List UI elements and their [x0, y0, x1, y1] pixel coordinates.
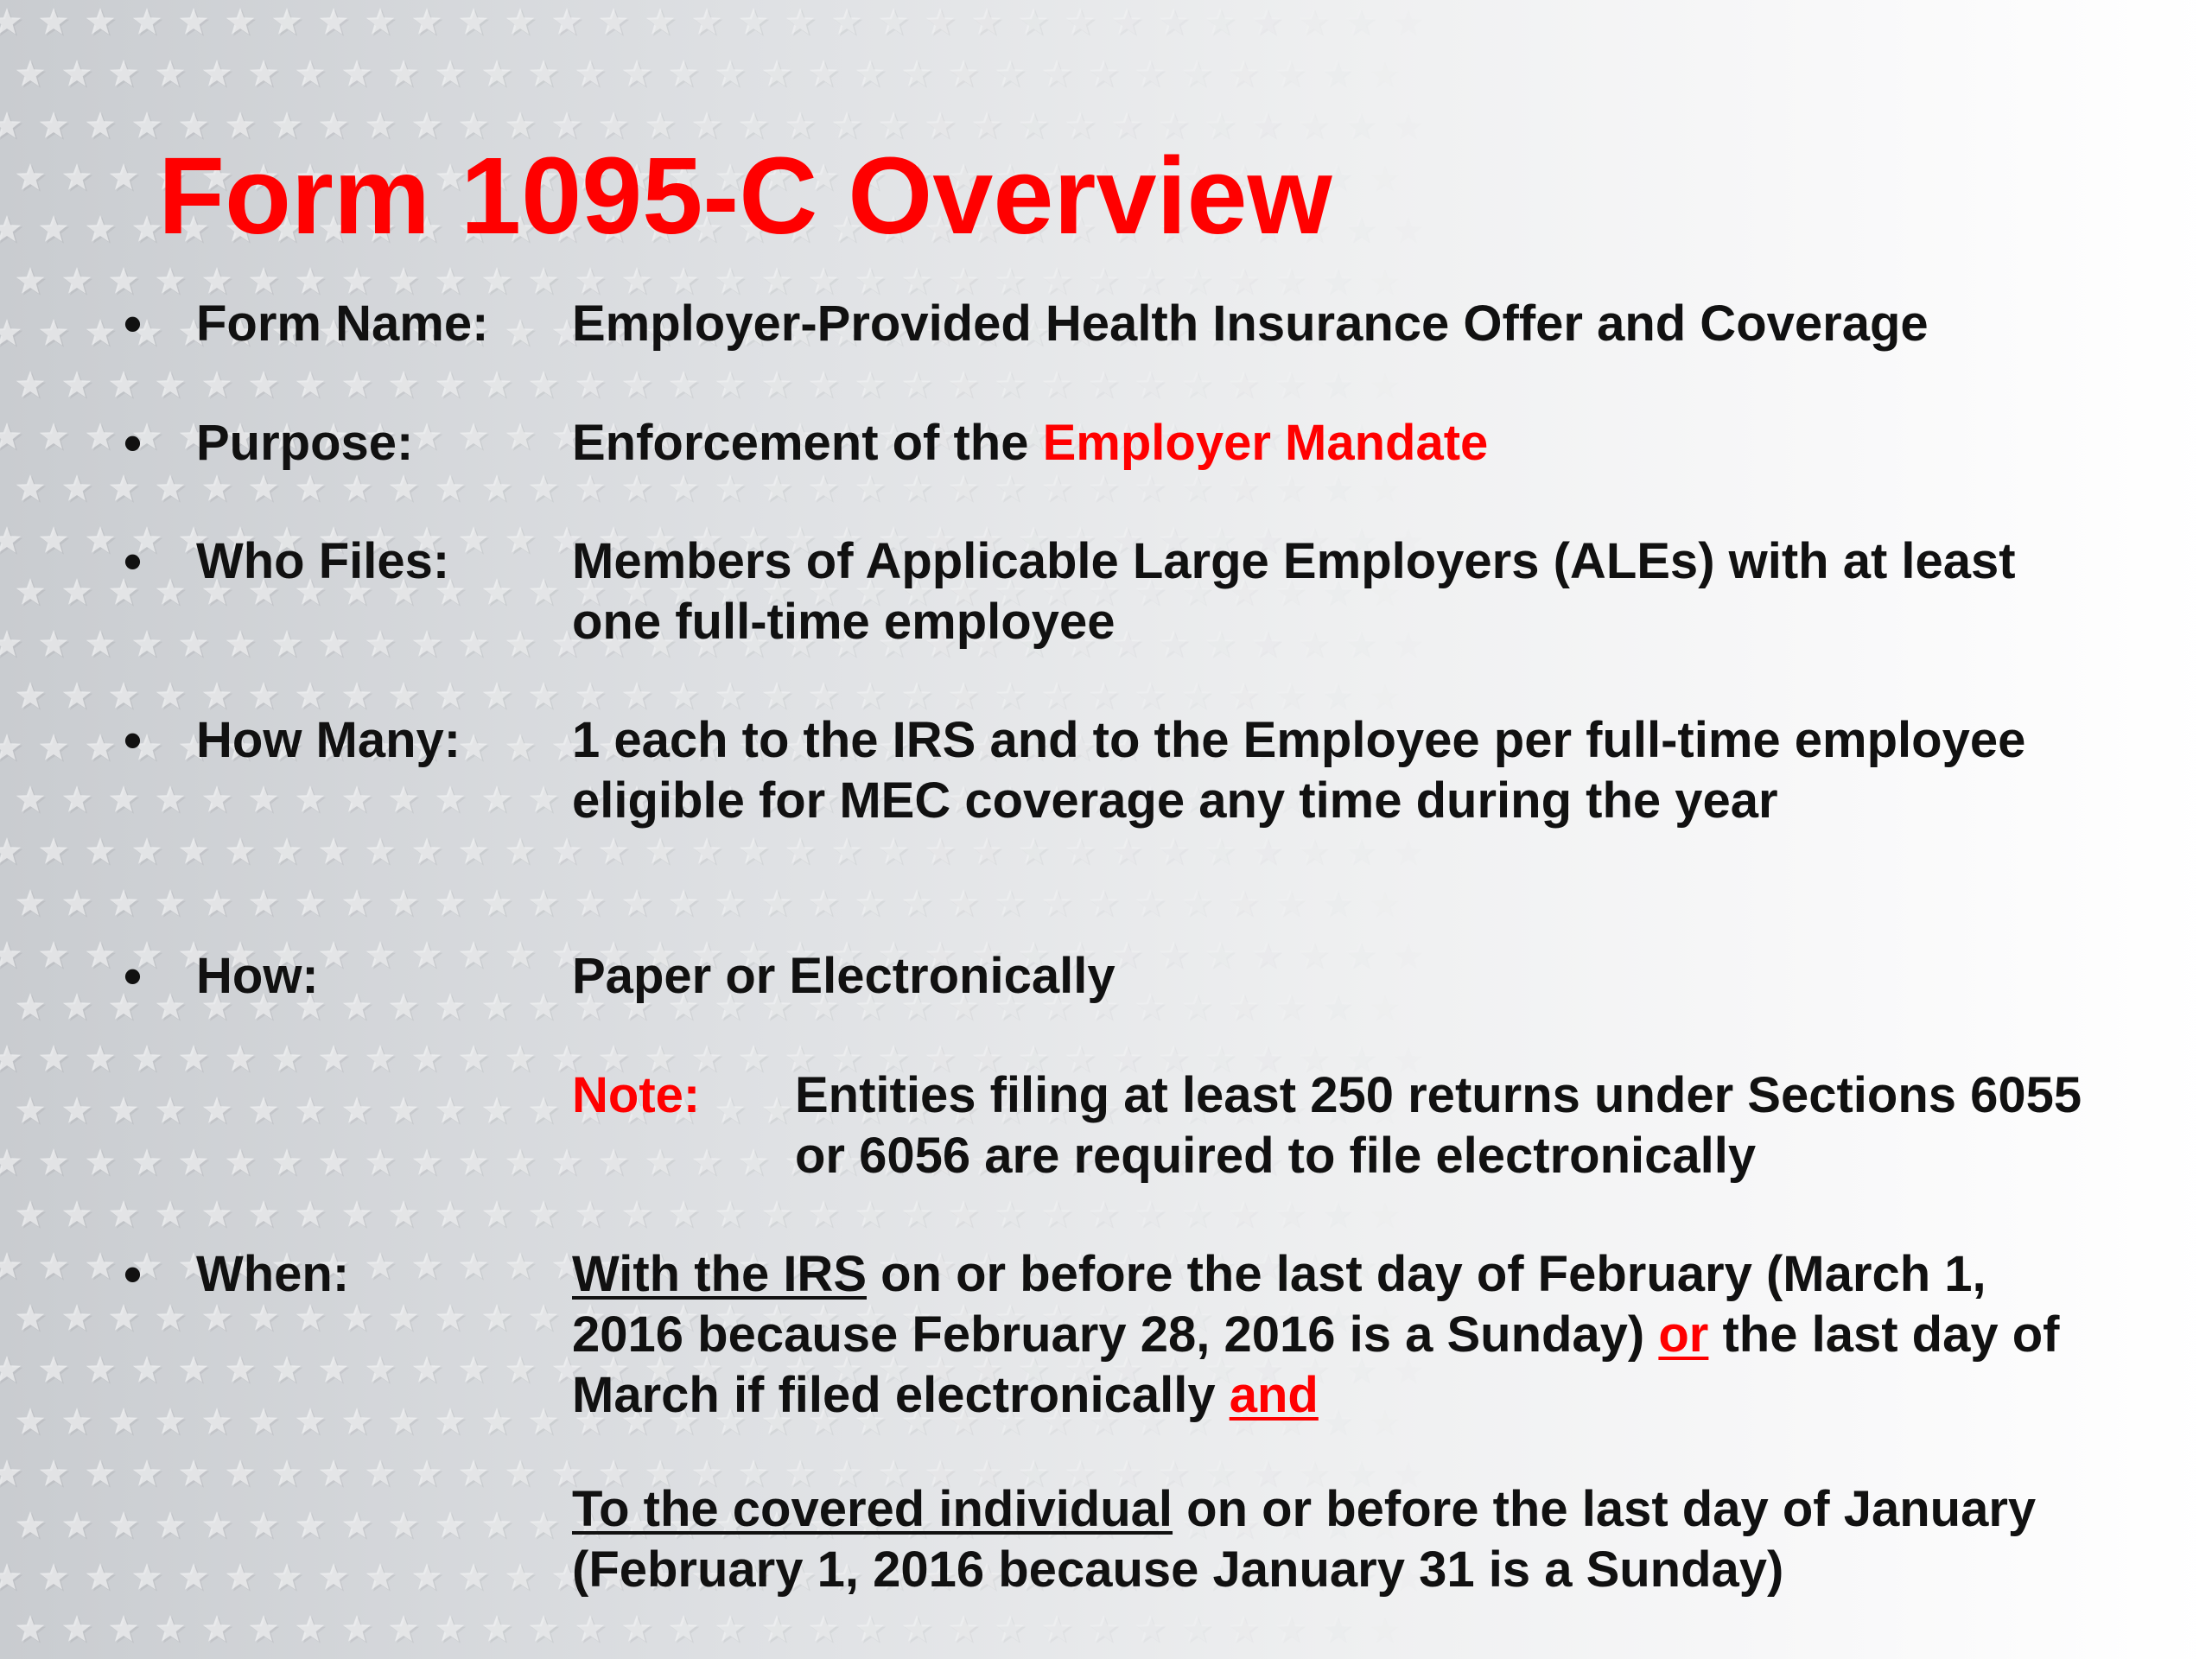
who-files-value: Members of Applicable Large Employers (ALEs) with at least one full-time employee [572, 533, 2016, 650]
bullet-icon: • [124, 1245, 143, 1303]
and-highlight: and [1229, 1367, 1319, 1423]
slide-title: Form 1095-C Overview [158, 135, 1332, 257]
when-irs-text: on or before the last day of February (March 1, 2016 because February 28, 2016 is a Sunday) [572, 1246, 1986, 1363]
how-value: Paper or Electronically [572, 948, 1116, 1004]
with-the-irs-underlined: With the IRS [572, 1246, 868, 1302]
when-label: When: [196, 1246, 350, 1302]
or-highlight: or [1658, 1306, 1709, 1363]
purpose-text: Enforcement of the [572, 415, 1043, 471]
bullet-icon: • [124, 295, 143, 353]
note-label: Note: [572, 1067, 701, 1123]
how-label: How: [196, 948, 319, 1004]
bullet-icon: • [124, 947, 143, 1005]
to-the-covered-individual-underlined: To the covered individual [572, 1481, 1173, 1537]
employer-mandate-highlight: Employer Mandate [1042, 415, 1489, 471]
when-irs-text-2: the last day of March if filed electronically [572, 1306, 2060, 1423]
purpose-value [572, 413, 2101, 474]
purpose-label: Purpose: [196, 415, 414, 471]
when-individual-text: on or before the last day of January (February 1, 2016 because January 31 is a Sunday) [572, 1481, 2037, 1598]
when-irs-paragraph [572, 1244, 2101, 1426]
when-individual-paragraph [572, 1479, 2101, 1600]
bullet-icon: • [124, 414, 143, 472]
who-files-label: Who Files: [196, 533, 450, 589]
form-name-label: Form Name: [196, 296, 489, 352]
how-many-label: How Many: [196, 712, 461, 768]
how-many-value: 1 each to the IRS and to the Employee per full-time employee eligible for MEC coverage any time during the year [572, 712, 2026, 829]
bullet-icon: • [124, 711, 143, 769]
bullet-icon: • [124, 532, 143, 590]
note-text: Entities filing at least 250 returns under Sections 6055 or 6056 are required to file electronically [795, 1067, 2082, 1184]
form-name-value: Employer-Provided Health Insurance Offer and Coverage [572, 296, 1929, 352]
